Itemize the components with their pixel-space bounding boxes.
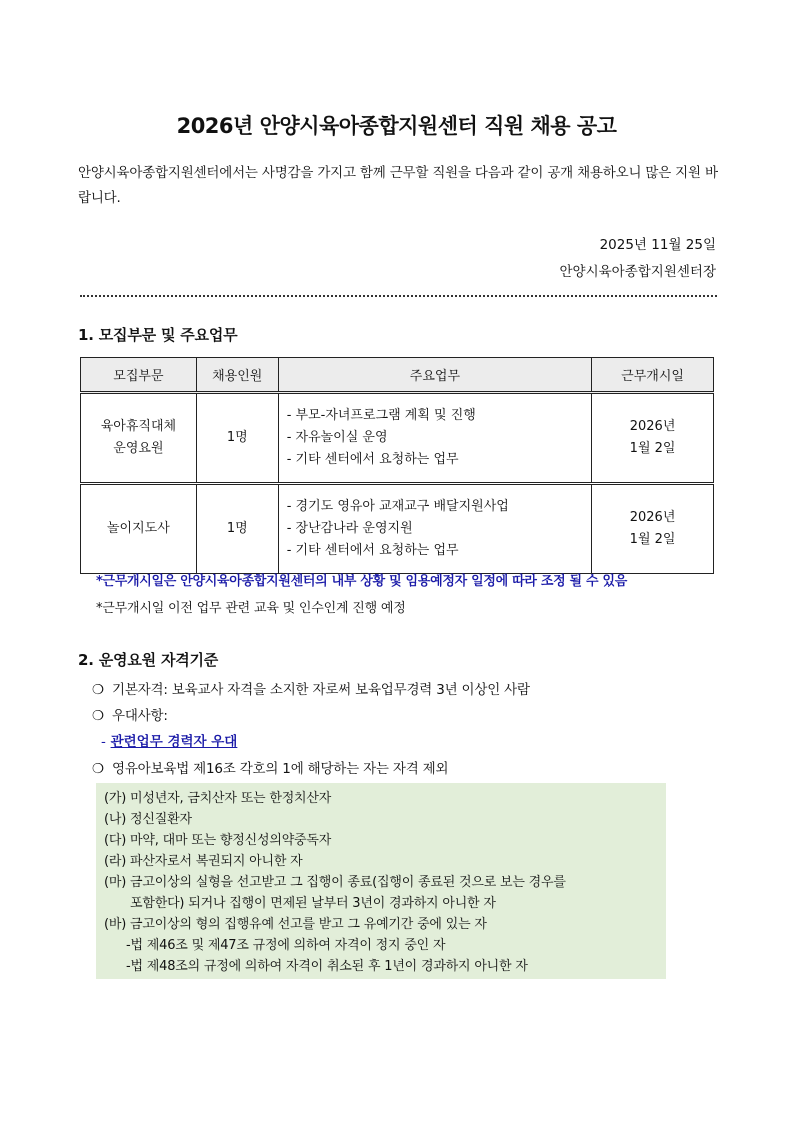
- exclusion-list-box: [96, 783, 666, 979]
- count-cell: 1명: [196, 484, 278, 574]
- start-date-line: 2026년: [629, 510, 676, 525]
- duty-item: - 자유놀이실 운영: [286, 430, 388, 445]
- preference-dash: -: [101, 734, 106, 750]
- header-dept: 모집부문: [81, 358, 197, 393]
- exclusion-line: (가) 미성년자, 금치산자 또는 한정치산자: [104, 791, 332, 806]
- duty-item: - 부모-자녀프로그램 계획 및 진행: [286, 408, 476, 423]
- section-2-heading: 2. 운영요원 자격기준: [78, 651, 219, 669]
- start-date-cell: [592, 484, 714, 574]
- basic-qualification-text: 기본자격: 보육교사 자격을 소지한 자로써 보육업무경력 3년 이상인 사람: [112, 682, 530, 698]
- announcement-date: 2025년 11월 25일: [599, 237, 716, 253]
- table-row: [81, 393, 714, 484]
- duty-item: - 기타 센터에서 요청하는 업무: [286, 543, 459, 558]
- count-cell: 1명: [196, 393, 278, 484]
- dept-cell: [81, 484, 197, 574]
- exclusion: [92, 757, 448, 777]
- issuer-name: 안양시육아종합지원센터장: [559, 264, 716, 280]
- dept-line: 육아휴직대체: [100, 419, 177, 434]
- preference: [92, 704, 168, 724]
- table-row: [81, 484, 714, 574]
- dept-cell: [81, 393, 197, 484]
- circle-bullet-icon: ❍: [92, 761, 104, 777]
- preference-item: [101, 730, 237, 750]
- exclusion-line: -법 제48조의 규정에 의하여 자격이 취소된 후 1년이 경과하지 아니한 자: [126, 959, 528, 974]
- training-note: *근무개시일 이전 업무 관련 교육 및 인수인계 진행 예정: [96, 601, 406, 616]
- start-date-line: 1월 2일: [629, 441, 676, 456]
- duty-item: - 경기도 영유아 교재교구 배달지원사업: [286, 499, 509, 514]
- duty-item: - 장난감나라 운영지원: [286, 521, 413, 536]
- header-duties: 주요업무: [278, 358, 591, 393]
- duties-cell: [278, 484, 591, 574]
- dept-line: 운영요원: [113, 441, 164, 456]
- exclusion-line: (라) 파산자로서 복권되지 아니한 자: [104, 854, 303, 869]
- exclusion-line: (바) 금고이상의 형의 집행유예 선고를 받고 그 유예기간 중에 있는 자: [104, 917, 487, 932]
- exclusion-text: 영유아보육법 제16조 각호의 1에 해당하는 자는 자격 제외: [112, 761, 449, 777]
- table-header-row: [81, 358, 714, 393]
- exclusion-line: (나) 정신질환자: [104, 812, 192, 827]
- duty-item: - 기타 센터에서 요청하는 업무: [286, 452, 459, 467]
- preference-item-text: 관련업무 경력자 우대: [110, 734, 238, 750]
- recruitment-table: [80, 357, 714, 574]
- exclusion-line: (다) 마약, 대마 또는 향정신성의약중독자: [104, 833, 332, 848]
- circle-bullet-icon: ❍: [92, 682, 104, 698]
- start-date-note: *근무개시일은 안양시육아종합지원센터의 내부 상황 및 임용예정자 일정에 따라 조정 될 수 있음: [96, 574, 628, 589]
- exclusion-line: -법 제46조 및 제47조 규정에 의하여 자격이 정지 중인 자: [126, 938, 446, 953]
- dotted-divider: [80, 295, 717, 297]
- header-count: 채용인원: [196, 358, 278, 393]
- section-1-heading: 1. 모집부문 및 주요업무: [78, 326, 238, 344]
- page-title: 2026년 안양시육아종합지원센터 직원 채용 공고: [176, 114, 617, 138]
- exclusion-line: (마) 금고이상의 실형을 선고받고 그 집행이 종료(집행이 종료된 것으로 보는 경우를: [104, 875, 566, 890]
- duties-cell: [278, 393, 591, 484]
- circle-bullet-icon: ❍: [92, 708, 104, 724]
- exclusion-line: 포함한다) 되거나 집행이 면제된 날부터 3년이 경과하지 아니한 자: [130, 896, 496, 911]
- preference-label: 우대사항:: [112, 708, 168, 724]
- basic-qualification: [92, 678, 530, 698]
- start-date-line: 1월 2일: [629, 532, 676, 547]
- start-date-line: 2026년: [629, 419, 676, 434]
- start-date-cell: [592, 393, 714, 484]
- header-start-date: 근무개시일: [592, 358, 714, 393]
- intro-paragraph: 안양시육아종합지원센터에서는 사명감을 가지고 함께 근무할 직원을 다음과 같이 공개 채용하오니 많은 지원 바랍니다.: [78, 165, 718, 206]
- dept-line: 놀이지도사: [107, 521, 170, 536]
